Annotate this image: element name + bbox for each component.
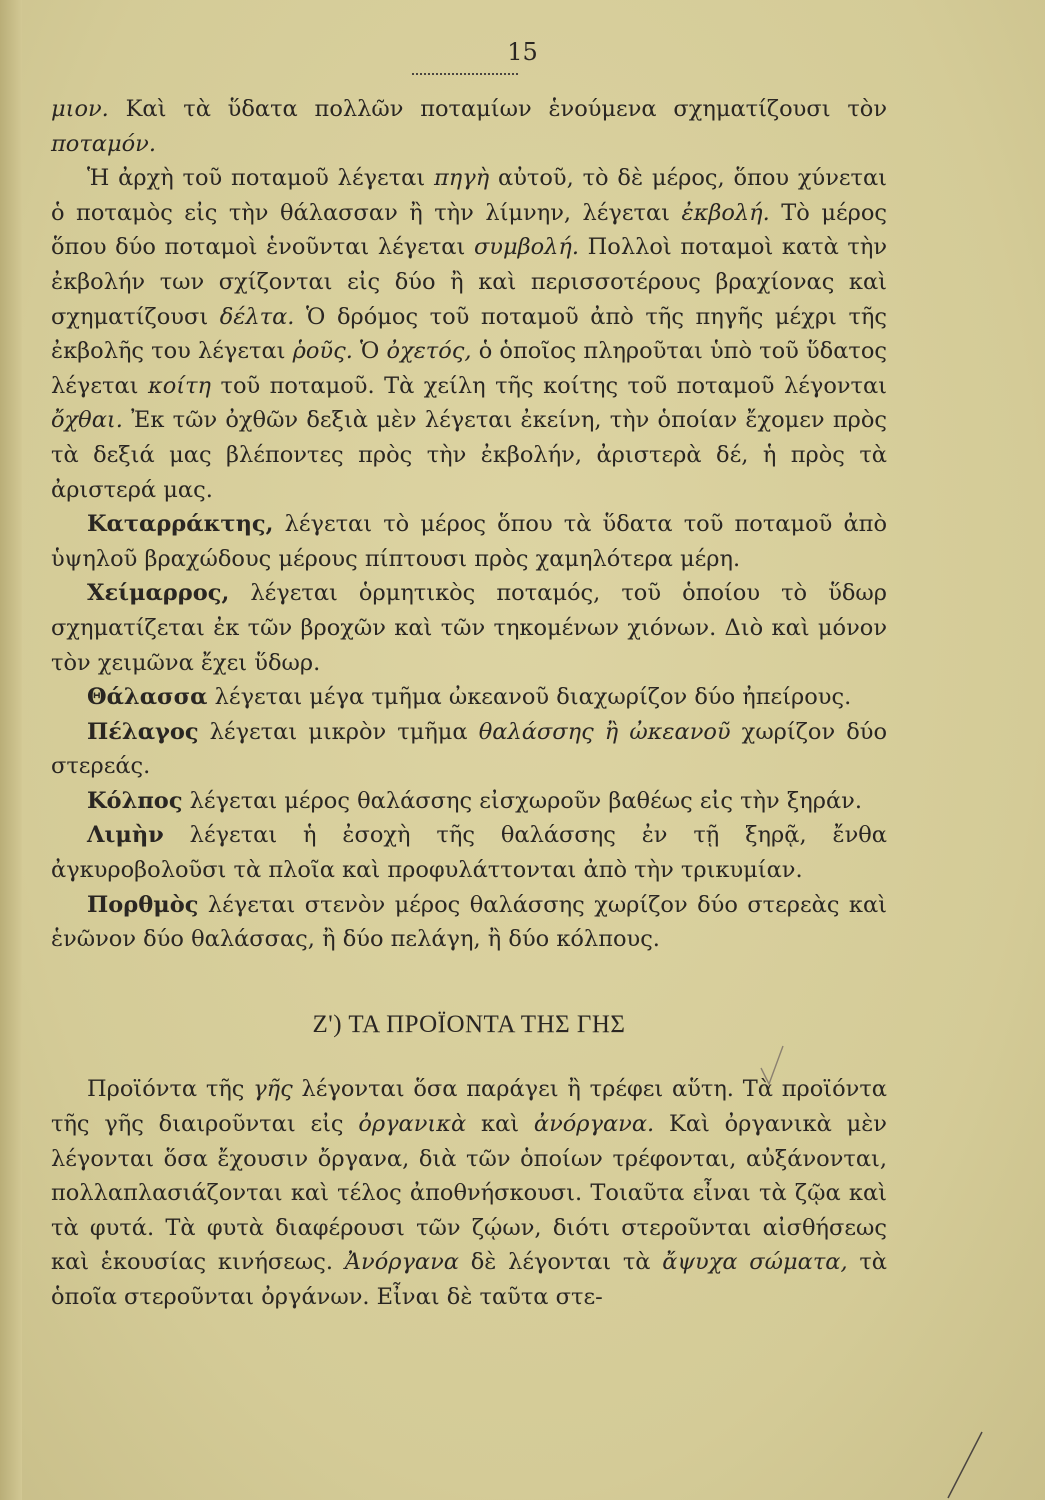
text-run: Ἐκ τῶν ὀχθῶν δεξιὰ μὲν λέγεται ἐκείνη, τὴν ὁποίαν ἔχομεν πρὸς τὰ δεξιά μας βλέποντες πρὸς τὴν ἐκβολήν, ἀριστερὰ δέ, ἡ πρὸς τὰ ἀριστερά μας. [51, 407, 887, 503]
italic-term: ἄψυχα σώματα, [662, 1249, 848, 1276]
italic-term: ὀργανικὰ [358, 1111, 467, 1138]
text-run: Τὸ μέρος ὅπου δύο ποταμοὶ ἑνοῦνται λέγεται [51, 199, 887, 261]
text-run: τοῦ ποταμοῦ. Τὰ χείλη τῆς κοίτης τοῦ ποταμοῦ λέγονται [211, 372, 888, 399]
italic-term: ἐκβολή. [681, 199, 770, 226]
italic-term: ῥοῦς. [292, 338, 353, 365]
paragraph [51, 680, 887, 715]
section-heading: Ζ') ΤΑ ΠΡΟΪΟΝΤΑ ΤΗΣ ΓΗΣ [312, 1010, 626, 1038]
paragraph [51, 161, 887, 507]
paragraph [51, 1072, 887, 1314]
text-run: λέγεται μικρὸν τμῆμα [198, 718, 479, 745]
page-corner-line [930, 1430, 1000, 1500]
defined-term: Πορθμὸς [87, 891, 199, 918]
header-rule [412, 73, 518, 75]
italic-term: πηγὴ [434, 165, 490, 192]
italic-term: ὄχθαι. [51, 407, 123, 434]
text-run: τὰ ὁποῖα στεροῦνται ὀργάνων. Εἶναι δὲ ταῦτα στε- [51, 1249, 887, 1310]
italic-term: κοίτη [147, 372, 212, 399]
defined-term: Λιμὴν [87, 822, 164, 849]
text-run: Ὁ [352, 338, 387, 365]
italic-term: γῆς [253, 1076, 293, 1103]
italic-term: ποταμόν. [51, 130, 156, 157]
products-section [51, 1072, 887, 1314]
text-run: Πολλοὶ ποταμοὶ κατὰ τὴν ἐκβολήν των σχίζονται εἰς δύο ἢ καὶ περισσοτέρους βραχίονας καὶ σχηματίζουσι [51, 234, 887, 330]
text-run: λέγεται τὸ μέρος ὅπου τὰ ὕδατα τοῦ ποταμοῦ ἀπὸ ὑψηλοῦ βραχώδους μέρους πίπτουσι πρὸς χαμηλότερα μέρη. [51, 511, 887, 572]
italic-term: μιον. [51, 96, 109, 122]
text-run: λέγεται ἡ ἐσοχὴ τῆς θαλάσσης ἐν τῇ ξηρᾷ, ἔνθα ἀγκυροβολοῦσι τὰ πλοῖα καὶ προφυλάττονται ἀπὸ τὴν τρικυμίαν. [51, 822, 887, 884]
text-run: Καὶ ὀργανικὰ μὲν λέγονται ὅσα ἔχουσιν ὄργανα, διὰ τῶν ὁποίων τρέφονται, αὐξάνονται, πολλαπλασιάζονται καὶ τέλος ἀποθνήσκουσι. Τοιαῦτα εἶναι τὰ ζῷα καὶ τὰ φυτά. Τὰ φυτὰ διαφέρουσι τῶν ζῴων, διότι στεροῦνται αἰσθήσεως καὶ ἑκουσίας κινήσεως. [51, 1111, 887, 1276]
paragraph [51, 818, 887, 887]
pencil-mark [757, 1040, 787, 1090]
italic-term: συμβολή. [473, 234, 580, 261]
text-run: δὲ λέγονται τὰ [458, 1249, 663, 1276]
text-run: λέγεται στενὸν μέρος θαλάσσης χωρίζον δύο στερεὰς καὶ ἑνῶνον δύο θαλάσσας, ἢ δύο πελάγη, ἢ δύο κόλπους. [51, 891, 887, 953]
paragraph [51, 715, 887, 784]
italic-term: δέλτα. [219, 303, 295, 330]
defined-term: Κόλπος [87, 787, 183, 814]
paragraph [51, 507, 887, 576]
page-number: 15 [507, 38, 538, 66]
defined-term: Θάλασσα [87, 684, 208, 711]
text-run: ὁ ὁποῖος πληροῦται ὑπὸ τοῦ ὕδατος λέγεται [51, 338, 888, 399]
text-run: λέγονται ὅσα παράγει ἢ τρέφει αὕτη. Τὰ προϊόντα τῆς γῆς διαιροῦνται εἰς [51, 1076, 887, 1138]
italic-term: θαλάσσης ἢ ὠκεανοῦ [478, 718, 731, 745]
body-text [51, 92, 887, 1315]
text-run: Ἡ ἀρχὴ τοῦ ποταμοῦ λέγεται [87, 165, 435, 192]
text-run: αὐτοῦ, τὸ δὲ μέρος, ὅπου χύνεται ὁ ποταμὸς εἰς τὴν θάλασσαν ἢ τὴν λίμνην, λέγεται [51, 165, 887, 226]
text-run: λέγεται ὁρμητικὸς ποταμός, τοῦ ὁποίου τὸ ὕδωρ σχηματίζεται ἐκ τῶν βροχῶν καὶ τῶν τηκομένων χιόνων. Διὸ καὶ μόνον τὸν χειμῶνα ἔχει ὕδωρ. [51, 580, 887, 676]
paragraph [51, 784, 887, 819]
river-definitions [51, 92, 887, 957]
defined-term: Χείμαρρος, [87, 580, 230, 607]
text-run: Καὶ τὰ ὕδατα πολλῶν ποταμίων ἑνούμενα σχηματίζουσι τὸν [108, 96, 887, 122]
italic-term: ἀνόργανα. [533, 1111, 655, 1138]
text-run: λέγεται μέγα τμῆμα ὠκεανοῦ διαχωρίζον δύο ἠπείρους. [207, 684, 852, 711]
italic-term: Ἀνόργανα [344, 1249, 459, 1276]
defined-term: Καταρράκτης, [87, 511, 274, 538]
defined-term: Πέλαγος [87, 718, 199, 745]
text-run: λέγεται μέρος θαλάσσης εἰσχωροῦν βαθέως εἰς τὴν ξηράν. [182, 787, 862, 814]
paragraph [51, 92, 887, 161]
text-run: καὶ [466, 1111, 534, 1138]
text-run: Ὁ δρόμος τοῦ ποταμοῦ ἀπὸ τῆς πηγῆς μέχρι τῆς ἐκβολῆς του λέγεται [51, 303, 887, 365]
page-edge [0, 0, 22, 1500]
text-run: Προϊόντα τῆς [87, 1076, 254, 1103]
paragraph [51, 888, 887, 957]
paragraph [51, 576, 887, 680]
text-run: χωρίζον δύο στερεάς. [51, 718, 887, 780]
italic-term: ὀχετός, [386, 338, 472, 365]
